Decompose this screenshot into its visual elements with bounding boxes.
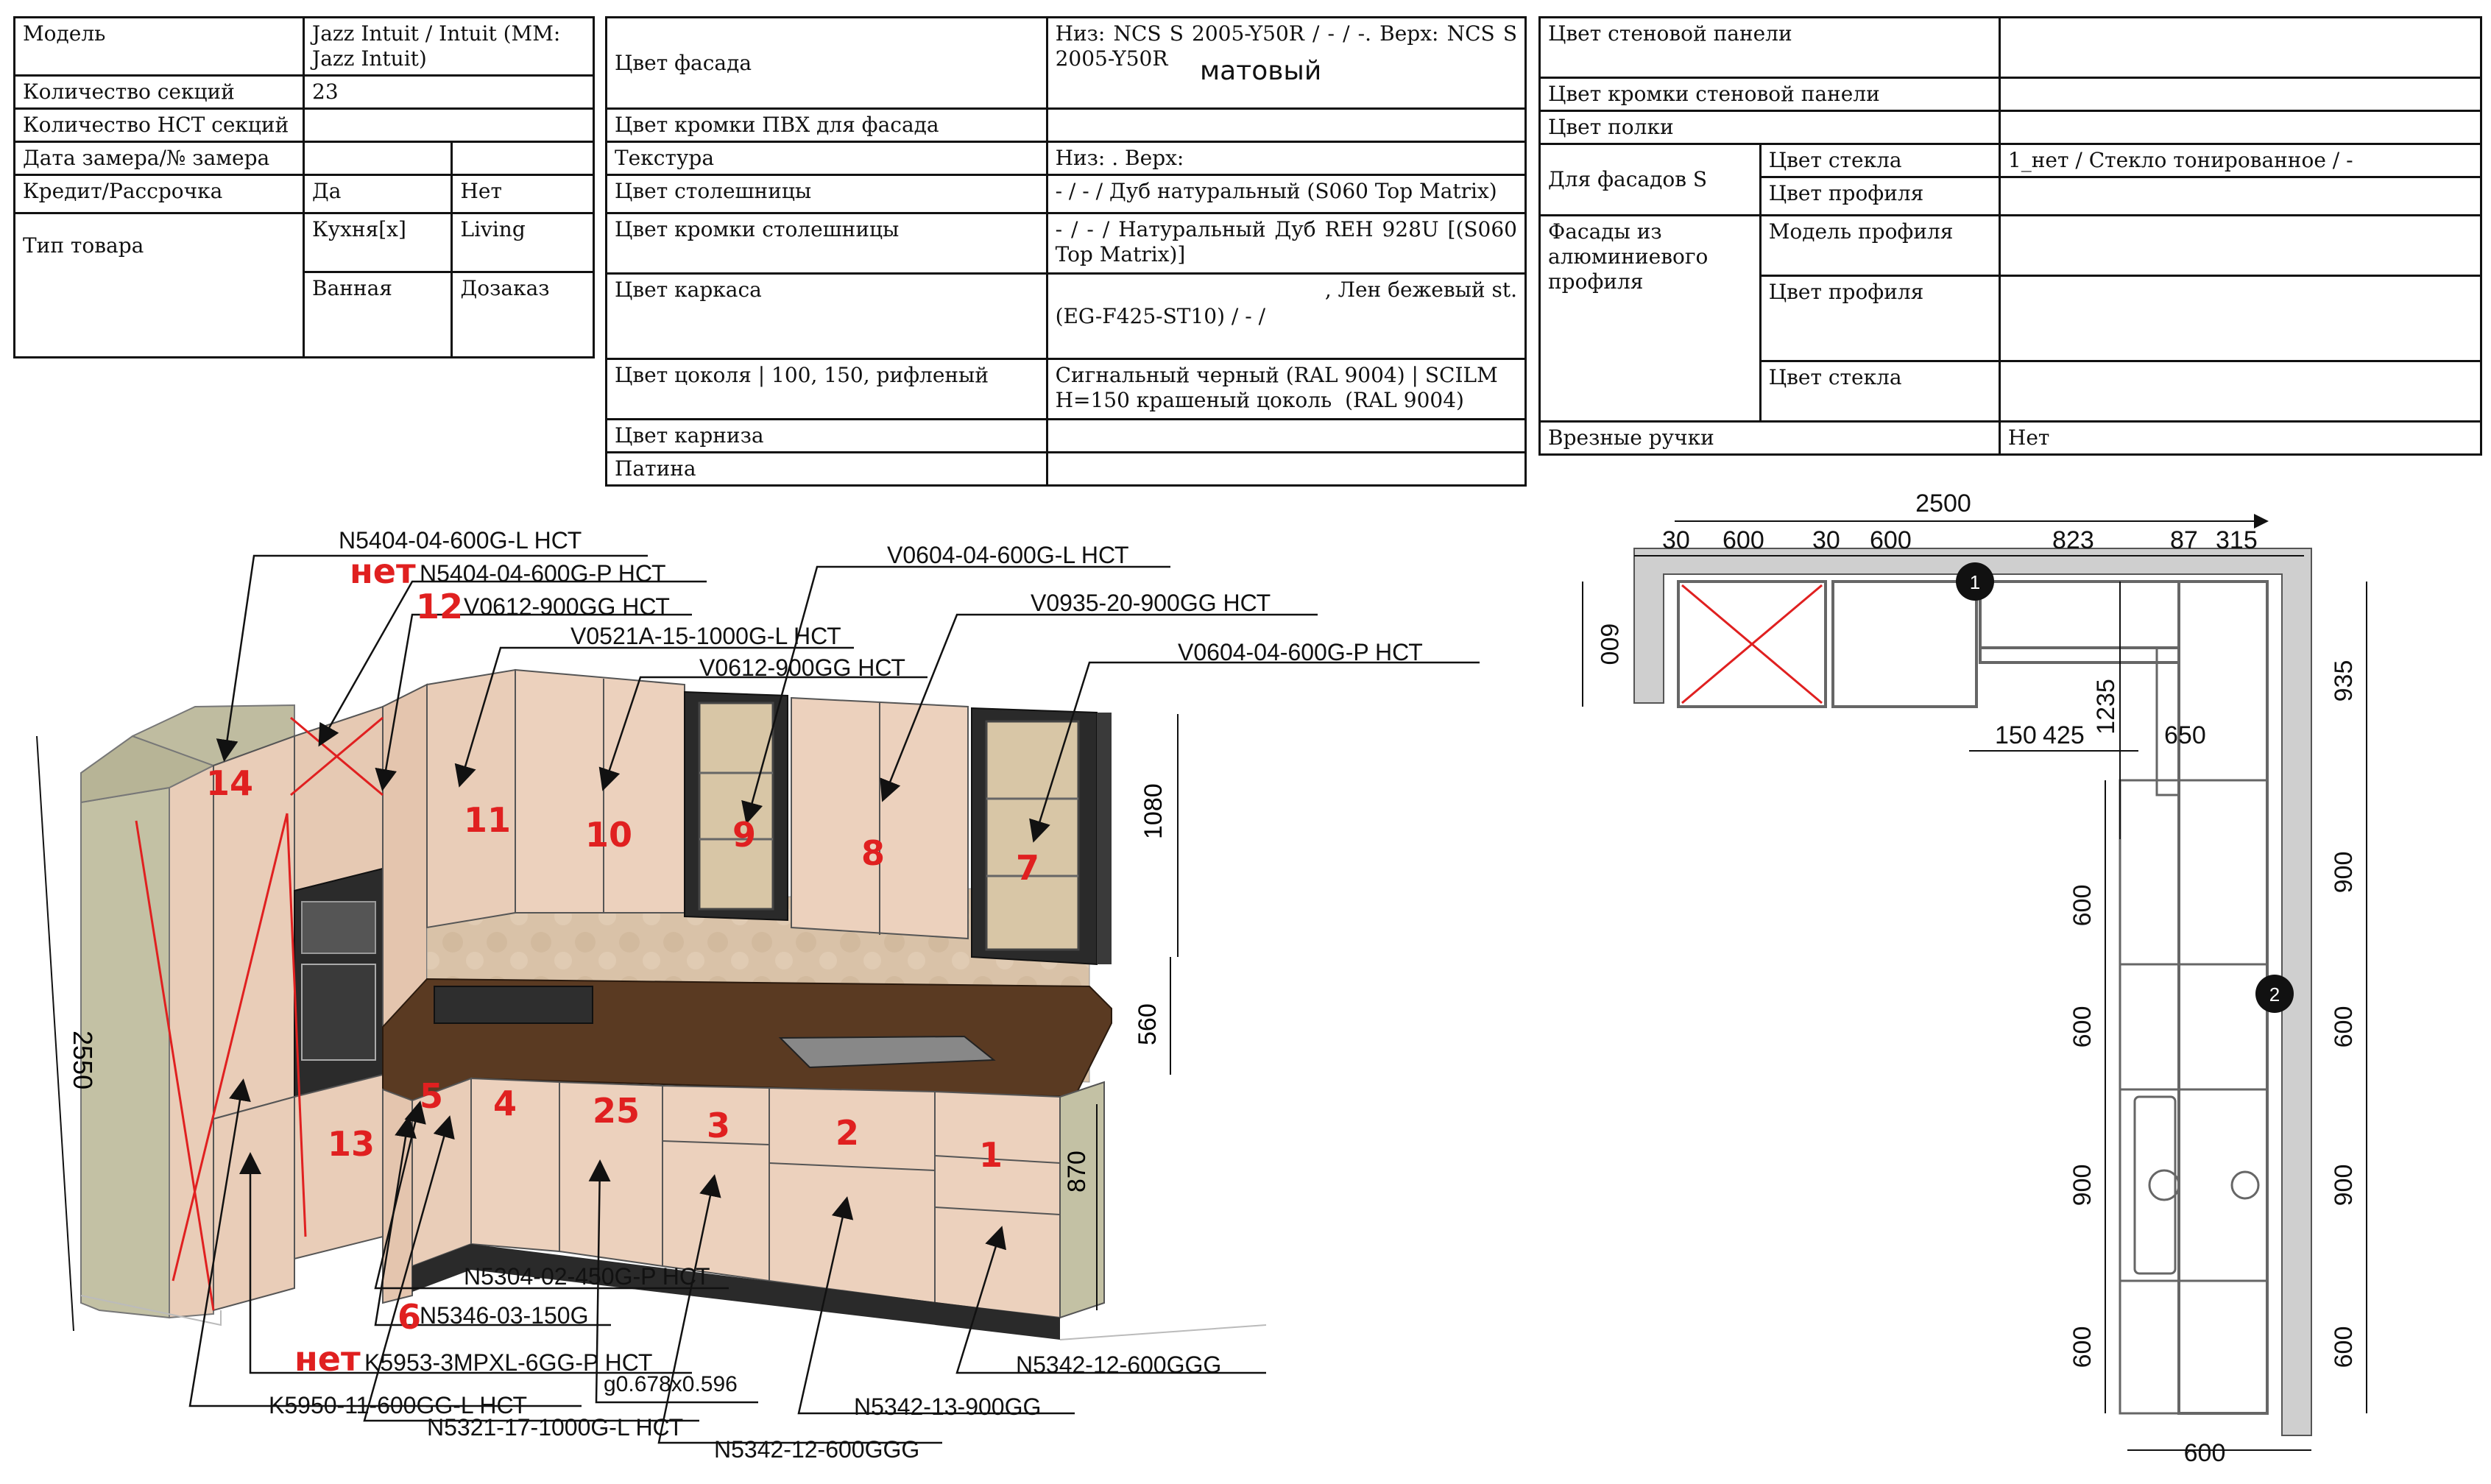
facades-s-label: Для фасадов S xyxy=(1540,144,1761,216)
cabinet-number-3: 3 xyxy=(707,1106,731,1145)
profile-color-label-2: Цвет профиля xyxy=(1760,276,1999,361)
annotation-6: 6 xyxy=(398,1297,422,1337)
plan-dim-150: 150 xyxy=(1995,721,2037,749)
plinth-value xyxy=(1047,359,1525,420)
cabinet-number-2: 2 xyxy=(835,1113,860,1153)
carcass-value-line1: , Лен бежевый st. xyxy=(1324,278,1517,302)
patina-label: Патина xyxy=(607,453,1047,486)
texture-label: Текстура xyxy=(607,142,1047,175)
cabinet-number-4: 4 xyxy=(493,1084,517,1123)
dim-height: 2550 xyxy=(68,1031,98,1090)
cornice-value xyxy=(1047,420,1525,453)
measure-date-label: Дата замера/№ замера xyxy=(15,142,304,175)
plan-dim-935: 935 xyxy=(2330,660,2358,702)
annotation-net-top: нет xyxy=(350,551,416,591)
cutin-handles-value: Нет xyxy=(1999,422,2481,455)
plan-dim-right-600b: 600 xyxy=(2330,1326,2358,1368)
plan-dim-inner-900: 900 xyxy=(2068,1164,2096,1206)
product-type-label: Тип товара xyxy=(15,213,304,358)
plan-dim-inner-600a: 600 xyxy=(2068,884,2096,927)
facade-color-value: Низ: NCS S 2005-Y50R / - / -. Верх: NCS S 2005-Y50R xyxy=(1047,18,1525,109)
facade-color-label: Цвет фасада xyxy=(607,18,1047,109)
code-label-b9: N5342-12-600GGG xyxy=(714,1436,920,1463)
nst-sections-value xyxy=(304,109,594,142)
cabinet-number-11: 11 xyxy=(464,800,512,840)
plinth-value-line1: Сигнальный черный (RAL 9004) | SCILM xyxy=(1055,363,1498,387)
cabinet-number-13: 13 xyxy=(328,1124,375,1164)
plan-dim-30b: 30 xyxy=(1812,526,1840,554)
measure-number-value xyxy=(452,142,594,175)
pvc-edge-label: Цвет кромки ПВХ для фасада xyxy=(607,109,1047,142)
wall-panel-value xyxy=(1999,18,2481,78)
glass-color-label-2: Цвет стекла xyxy=(1760,361,1999,422)
code-label-b3: N5346-03-150G xyxy=(420,1302,589,1329)
code-label-b5: K5953-3MPXL-6GG-P НСТ xyxy=(364,1349,653,1376)
cornice-label: Цвет карниза xyxy=(607,420,1047,453)
cabinet-number-9: 9 xyxy=(732,815,757,855)
profile-color-label: Цвет профиля xyxy=(1760,177,1999,216)
sink xyxy=(434,986,593,1023)
wall-panel-label: Цвет стеновой панели xyxy=(1540,18,2000,78)
countertop-edge-value: - / - / Натуральный Дуб REH 928U [(S060 Top Matrix)] xyxy=(1047,213,1525,274)
product-living: Living xyxy=(452,213,594,272)
plan-dim-600b: 600 xyxy=(1870,526,1912,554)
plan-dim-600a: 600 xyxy=(1723,526,1764,554)
nst-sections-label: Количество НСТ секций xyxy=(15,109,304,142)
cabinet-number-14: 14 xyxy=(206,763,254,803)
plan-dim-315: 315 xyxy=(2216,526,2258,554)
order-info-table xyxy=(13,16,595,358)
panels-info-table xyxy=(1538,16,2482,456)
plan-marker-2 xyxy=(2255,975,2294,1013)
carcass-value-line2: (EG-F425-ST10) / - / xyxy=(1055,304,1266,328)
tall-column xyxy=(81,685,427,1325)
code-label-b7: K5950-11-600GG-L НСТ xyxy=(269,1392,528,1418)
carcass-value xyxy=(1047,274,1525,359)
plan-walls xyxy=(1634,548,2311,1435)
alu-facades-label: Фасады из алюминиевого профиля xyxy=(1540,216,1761,422)
cutin-handles-label: Врезные ручки xyxy=(1540,422,2000,455)
code-label-b6: g0.678x0.596 xyxy=(604,1372,738,1396)
profile-model-value xyxy=(1999,216,2481,276)
plan-dim-left-600: 600 xyxy=(1595,623,1623,665)
plan-dim-bottom-600: 600 xyxy=(2183,1439,2226,1467)
code-label-10: V0604-04-600G-P НСТ xyxy=(1178,639,1423,665)
glass-color-value-2 xyxy=(1999,361,2481,422)
patina-value xyxy=(1047,453,1525,486)
carcass-label: Цвет каркаса xyxy=(607,274,1047,359)
plan-dim-900b: 900 xyxy=(2330,1164,2358,1206)
code-label-b1: N5304-02-450G-P НСТ xyxy=(464,1263,710,1290)
code-label-3: N5404-04-600G-P НСТ xyxy=(420,560,666,587)
countertop-label: Цвет столешницы xyxy=(607,175,1047,213)
credit-label: Кредит/Рассрочка xyxy=(15,175,304,213)
sections-label: Количество секций xyxy=(15,76,304,109)
kitchen-3d-render xyxy=(0,486,1546,1484)
plan-dim-823: 823 xyxy=(2052,526,2094,554)
pvc-edge-value xyxy=(1047,109,1525,142)
plan-dim-total: 2500 xyxy=(1915,490,1971,517)
plan-dim-30a: 30 xyxy=(1662,526,1690,554)
glass-color-label: Цвет стекла xyxy=(1760,144,1999,177)
plan-dim-650: 650 xyxy=(2164,721,2206,749)
countertop-value: - / - / Дуб натуральный (S060 Top Matrix) xyxy=(1047,175,1525,213)
cabinet-number-10: 10 xyxy=(585,815,633,855)
product-extra: Дозаказ xyxy=(452,272,594,358)
plan-dim-425: 425 xyxy=(2043,721,2085,749)
facade-matte-note: матовый xyxy=(1200,56,1322,86)
code-label-9: V0935-20-900GG НСТ xyxy=(1031,590,1271,616)
plan-marker-2-label: 2 xyxy=(2269,983,2280,1006)
wall-panel-edge-label: Цвет кромки стеновой панели xyxy=(1540,78,2000,111)
plinth-label: Цвет цоколя | 100, 150, рифленый xyxy=(607,359,1047,420)
plan-dim-900a: 900 xyxy=(2330,851,2358,894)
plan-dim-1235: 1235 xyxy=(2092,679,2120,735)
sections-value: 23 xyxy=(304,76,594,109)
plan-dim-lines xyxy=(1583,521,2367,1450)
model-label: Модель xyxy=(15,18,304,76)
dim-lower: 870 xyxy=(1063,1151,1091,1192)
code-label-b8: N5321-17-1000G-L НСТ xyxy=(427,1414,684,1441)
plan-red-cross xyxy=(1682,585,1822,703)
plinth-value-part-a: H=150 крашеный цоколь xyxy=(1055,388,1332,412)
plinth-value-line2 xyxy=(1056,388,1517,413)
plan-marker-1 xyxy=(1956,562,1994,601)
plan-dim-inner-600b: 600 xyxy=(2068,1006,2096,1048)
code-label-8: V0612-900GG НСТ xyxy=(699,654,905,681)
code-label-b10: N5342-13-900GG xyxy=(854,1393,1042,1420)
annotation-12: 12 xyxy=(416,587,464,626)
model-value: Jazz Intuit / Intuit (MM: Jazz Intuit) xyxy=(304,18,594,76)
dim-gap: 560 xyxy=(1134,1003,1162,1045)
cabinet-number-7: 7 xyxy=(1016,848,1040,888)
code-label-1: N5404-04-600G-L НСТ xyxy=(339,527,582,554)
lower-cabinets xyxy=(383,1078,1104,1340)
credit-no: Нет xyxy=(452,175,594,213)
shelf-label: Цвет полки xyxy=(1540,111,2000,144)
glass-color-value: 1_нет / Стекло тонированное / - xyxy=(1999,144,2481,177)
profile-color-value xyxy=(1999,177,2481,216)
texture-value: Низ: . Верх: xyxy=(1047,142,1525,175)
code-label-7: V0521A-15-1000G-L НСТ xyxy=(570,623,841,649)
cabinet-number-5: 5 xyxy=(420,1076,444,1116)
credit-yes: Да xyxy=(304,175,452,213)
countertop-edge-label: Цвет кромки столешницы xyxy=(607,213,1047,274)
wall-panel-edge-value xyxy=(1999,78,2481,111)
product-bath: Ванная xyxy=(304,272,452,358)
code-label-6: V0604-04-600G-L НСТ xyxy=(887,542,1129,568)
plan-dim-right-600: 600 xyxy=(2330,1006,2358,1048)
product-kitchen: Кухня[x] xyxy=(304,213,452,272)
facade-info-table xyxy=(605,16,1527,487)
annotation-net-bottom: нет xyxy=(294,1339,361,1379)
measure-date-value xyxy=(304,142,452,175)
plinth-value-part-b: (RAL 9004) xyxy=(1345,388,1464,412)
cabinet-number-8: 8 xyxy=(861,833,886,873)
cabinet-number-1: 1 xyxy=(979,1135,1003,1175)
plan-marker-1-label: 1 xyxy=(1969,571,1981,593)
dim-upper: 1080 xyxy=(1140,783,1167,839)
profile-model-label: Модель профиля xyxy=(1760,216,1999,276)
shelf-value xyxy=(1999,111,2481,144)
code-label-b11: N5342-12-600GGG xyxy=(1016,1352,1222,1378)
plan-right-run xyxy=(2120,648,2267,1413)
cabinet-number-25: 25 xyxy=(593,1091,640,1131)
kitchen-plan-view xyxy=(1546,471,2491,1484)
profile-color-value-2 xyxy=(1999,276,2481,361)
plan-dim-inner-600c: 600 xyxy=(2068,1326,2096,1368)
plan-dim-87: 87 xyxy=(2170,526,2198,554)
code-label-5: V0612-900GG НСТ xyxy=(464,593,670,620)
